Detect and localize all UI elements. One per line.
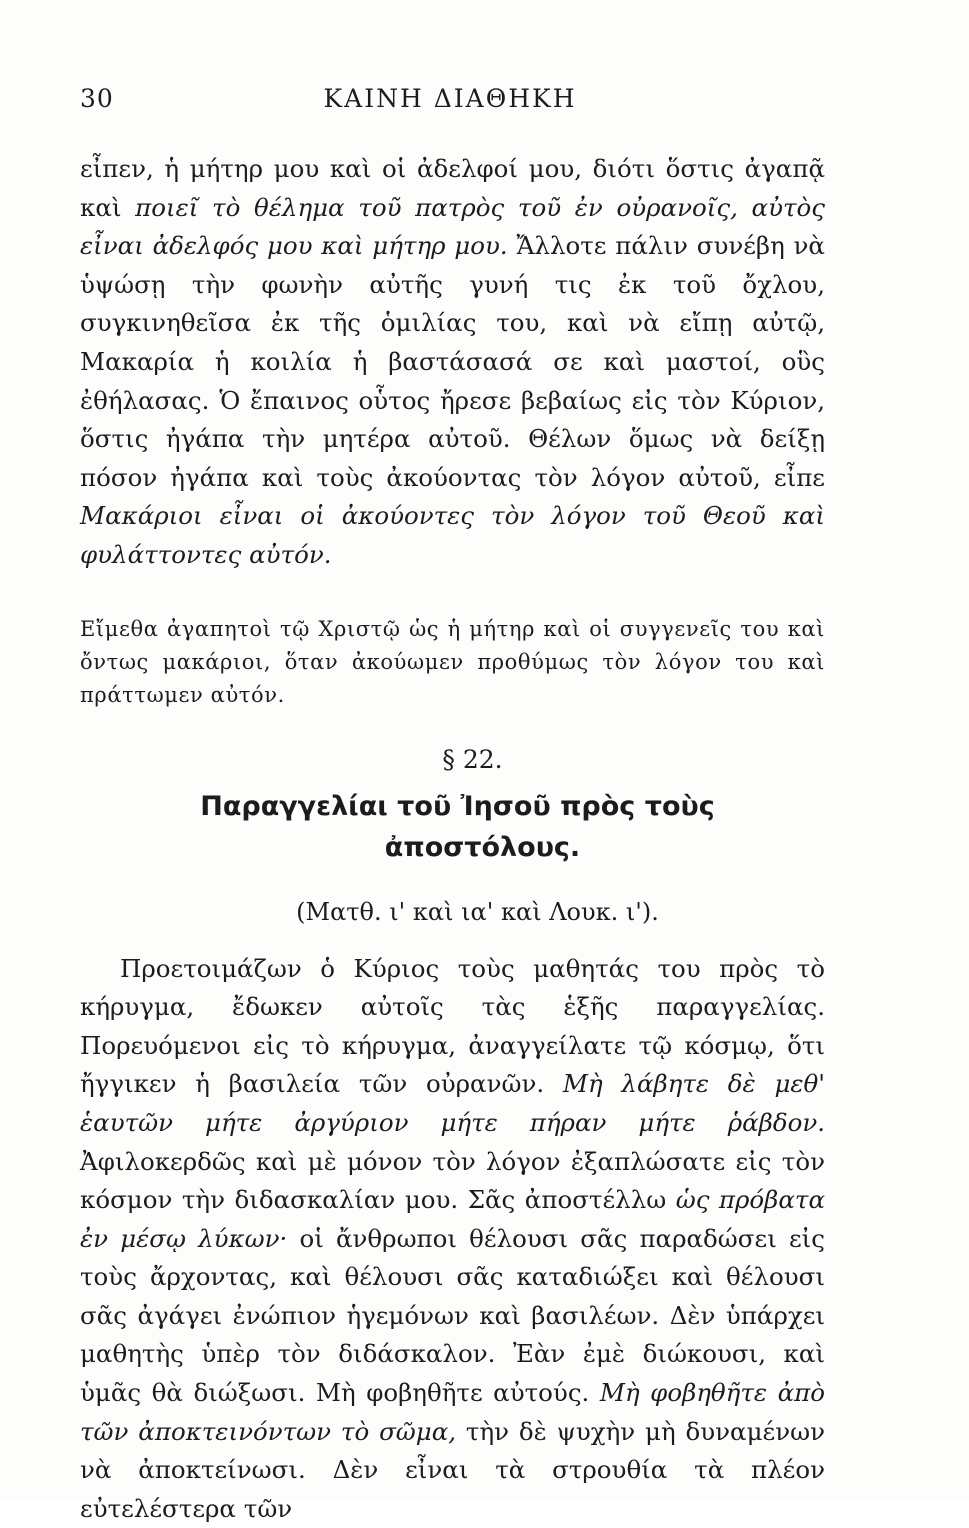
paragraph-3-italic-a: Μὴ λάβητε δὲ μεθ' ἑαυτῶν μήτε ἀργύριον μήτε πήραν μήτε ῥάβδον. — [80, 1069, 825, 1137]
section-title — [80, 786, 825, 868]
paragraph-1-italic-a: ποιεῖ τὸ θέλημα τοῦ πατρὸς τοῦ ἐν οὐρανοῖς, αὐτὸς εἶναι ἀδελφός μου καὶ μήτηρ μου. — [80, 192, 825, 261]
section-number: § 22. — [442, 744, 503, 774]
section-title-line-2: ἀποστόλους. — [384, 831, 581, 863]
page-header — [80, 84, 820, 124]
paragraph-3-text-d: τὴν δὲ ψυχὴν μὴ δυναμένων νὰ ἀποκτείνωσι. Δὲν εἶναι τὰ στρουθία τὰ πλέον εὐτελέστερα τῶν — [80, 1416, 825, 1523]
section-title-line-1: Παραγγελίαι τοῦ Ἰησοῦ πρὸς τοὺς — [200, 790, 715, 822]
paragraph-3 — [80, 950, 825, 1528]
paragraph-1-text-a: εἶπεν, ἡ μήτηρ μου καὶ οἱ ἀδελφοί μου, διότι ὅστις ἀγαπᾷ καὶ — [80, 154, 825, 222]
running-title: ΚΑΙΝΗ ΔΙΑΘΗΚΗ — [323, 84, 577, 113]
paragraph-1-italic-b: Μακάριοι εἶναι οἱ ἀκούοντες τὸν λόγον τοῦ Θεοῦ καὶ φυλάττοντες αὐτόν. — [80, 501, 825, 569]
paragraph-3-italic-b: ὡς πρόβατα ἐν μέσῳ λύκων· — [80, 1185, 825, 1253]
page-number: 30 — [80, 84, 114, 113]
paragraph-3-italic-c: Μὴ φοβηθῆτε ἀπὸ τῶν ἀποκτεινόντων τὸ σῶμα, — [80, 1378, 825, 1446]
page-body — [80, 150, 825, 1528]
paragraph-2: Εἴμεθα ἀγαπητοὶ τῷ Χριστῷ ὡς ἡ μήτηρ καὶ οἱ συγγενεῖς του καὶ ὄντως μακάριοι, ὅταν ἀκούωμεν προθύμως τὸν λόγον του καὶ πράττωμεν αὐτόν. — [80, 616, 825, 707]
paragraph-1-text-b: Ἄλλοτε πάλιν συνέβη νὰ ὑψώσῃ τὴν φωνὴν αὐτῆς γυνή τις ἐκ τοῦ ὄχλου, συγκινηθεῖσα ἐκ τῆς ὁμιλίας του, καὶ νὰ εἴπῃ αὐτῷ, Μακαρία ἡ κοιλία ἡ βαστάσασά σε καὶ μαστοί, οὓς ἐθήλασας. Ὁ ἔπαινος οὗτος ἤρεσε βεβαίως εἰς τὸν Κύριον, ὅστις ἠγάπα τὴν μητέρα αὐτοῦ. Θέλων ὅμως νὰ δείξῃ πόσον ἠγάπα καὶ τοὺς ἀκούοντας τὸν λόγον αὐτοῦ, εἶπε — [80, 231, 825, 492]
paragraph-3-text-a: Προετοιμάζων ὁ Κύριος τοὺς μαθητάς του πρὸς τὸ κήρυγμα, ἔδωκεν αὐτοῖς τὰς ἑξῆς παραγγελίας. Πορευόμενοι εἰς τὸ κήρυγμα, ἀναγγείλατε τῷ κόσμῳ, ὅτι ἤγγικεν ἡ βασιλεία τῶν οὐρανῶν. — [80, 953, 825, 1099]
scripture-reference: (Ματθ. ι' καὶ ια' καὶ Λουκ. ι'). — [296, 897, 659, 926]
paragraph-1 — [80, 150, 825, 575]
paragraph-3-text-c: οἱ ἄνθρωποι θέλουσι σᾶς παραδώσει εἰς τοὺς ἄρχοντας, καὶ θέλουσι σᾶς καταδιώξει καὶ θέλουσι σᾶς ἀγάγει ἐνώπιον ἡγεμόνων καὶ βασιλέων. Δὲν ὑπάρχει μαθητὴς ὑπὲρ τὸν διδάσκαλον. Ἐὰν ἐμὲ διώκουσι, καὶ ὑμᾶς θὰ διώξωσι. Μὴ φοβηθῆτε αὐτούς. — [80, 1223, 825, 1408]
paragraph-3-text-b: Ἀφιλοκερδῶς καὶ μὲ μόνον τὸν λόγον ἐξαπλώσατε εἰς τὸν κόσμον τὴν διδασκαλίαν μου. Σᾶς ἀποστέλλω — [80, 1146, 825, 1215]
